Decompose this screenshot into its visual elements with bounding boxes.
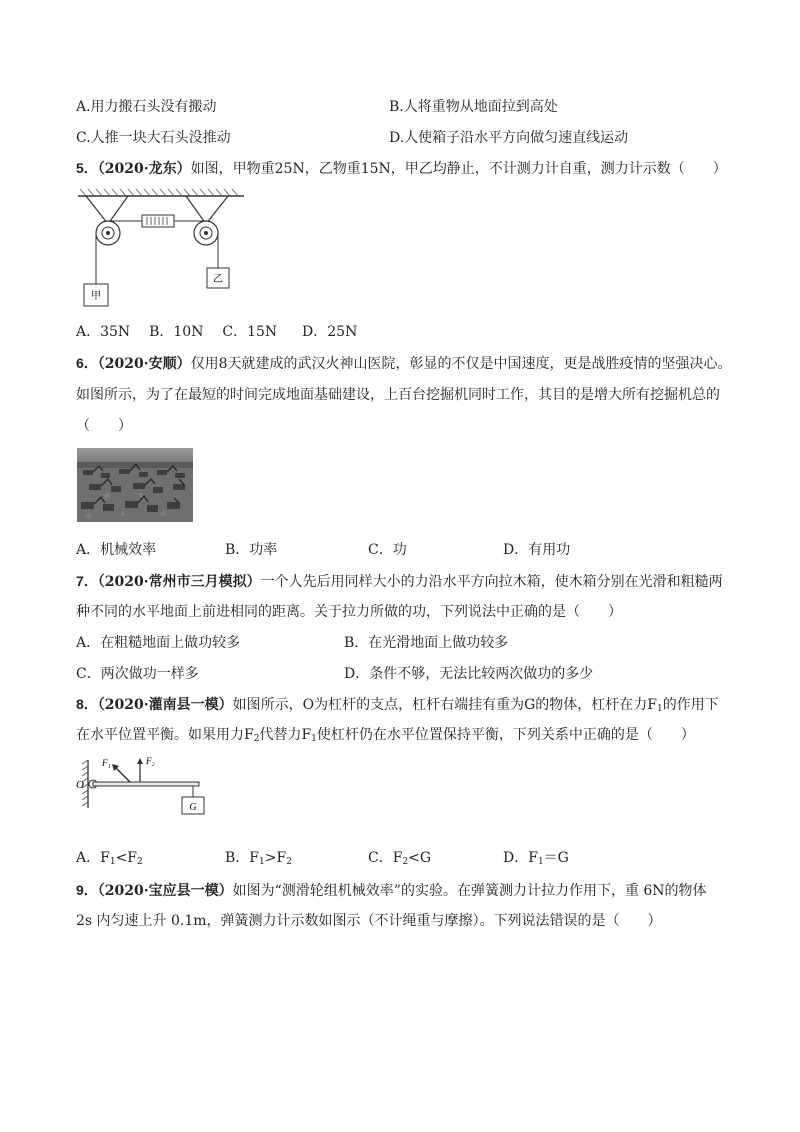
q4-option-a: A.用力搬石头没有搬动 [76, 99, 217, 115]
q7-option-d: D．条件不够，无法比较两次做功的多少 [344, 666, 594, 682]
q9-number: 9． [76, 882, 98, 898]
q8-text-2a: 在水平位置平衡。如果用力F [76, 727, 254, 743]
q5-text: 如图，甲物重25N，乙物重15N，甲乙均静止，不计测力计自重，测力计示数（ ） [190, 161, 727, 177]
q8-opt-c-1: C．F [368, 850, 403, 866]
q8-opt-b-2: >F [264, 850, 287, 866]
q7-number: 7． [76, 573, 98, 589]
q6-stem-line1 [76, 353, 732, 374]
label-yi: 乙 [213, 274, 223, 285]
q8-sub-2a: 2 [253, 734, 260, 744]
q7-option-a: A．在粗糙地面上做功较多 [76, 635, 241, 651]
q8-option-c [368, 848, 431, 872]
q8-opt-a-s2: 2 [137, 857, 143, 867]
label-jia: 甲 [91, 291, 101, 302]
q8-sub-2b: 1 [311, 734, 317, 744]
q7-option-b: B．在光滑地面上做功较多 [344, 635, 509, 651]
q5-number: 5． [76, 160, 98, 176]
q9-stem-line2: 2s 内匀速上升 0.1m，弹簧测力计示数如图示（不计绳重与摩擦）。下列说法错误的是（ ） [76, 913, 662, 929]
q6-option-d: D．有用功 [503, 542, 571, 558]
q5-stem [76, 158, 727, 179]
q8-option-d [503, 848, 569, 872]
q8-opt-a-2: <F [115, 850, 138, 866]
q6-excavators-photo [77, 448, 193, 522]
q7-text-1: 一个人先后用同样大小的力沿水平方向拉木箱，使木箱分别在光滑和粗糙两 [260, 574, 723, 590]
q5-option-a: A．35N [76, 324, 131, 340]
q6-stem-line3: （ ） [76, 418, 132, 434]
q8-opt-b-s2: 2 [286, 857, 292, 867]
q7-source: （2020·常州市三月模拟） [97, 574, 261, 590]
q8-opt-b-s1: 1 [259, 857, 265, 867]
q8-lever-figure [76, 752, 226, 818]
q5-options [76, 322, 357, 342]
q8-text-2b: 代替力F [259, 727, 312, 743]
q8-opt-c-2: <G [408, 850, 432, 866]
q9-text-1: 如图为“测滑轮组机械效率”的实验。在弹簧测力计拉力作用下，重 6N的物体 [232, 883, 707, 899]
q8-text-2c: 使杠杆仍在水平位置保持平衡，下列关系中正确的是（ ） [316, 727, 695, 743]
q6-number: 6． [76, 355, 98, 371]
q8-opt-b-1: B．F [225, 850, 260, 866]
q7-stem-line1 [76, 571, 723, 592]
q8-opt-c-s1: 2 [402, 857, 409, 867]
q6-stem-line2: 如图所示，为了在最短的时间完成地面基础建设，上百台挖掘机同时工作，其目的是增大所有挖掘机总的 [76, 387, 720, 403]
q8-sub-1: 1 [657, 704, 663, 714]
q8-opt-a-s1: 1 [109, 857, 116, 867]
label-o: O [76, 779, 84, 791]
q8-source: （2020·灌南县一模） [97, 697, 233, 713]
q9-stem-line1 [76, 880, 707, 901]
q8-option-a [76, 848, 143, 872]
q5-pulley-figure [76, 188, 246, 310]
q5-option-b: B．10N [149, 324, 204, 340]
q7-stem-line2: 种不同的水平地面上前进相同的距离。关于拉力所做的功，下列说法中正确的是（ ） [76, 604, 622, 620]
q5-option-d: D．25N [302, 324, 358, 340]
q6-option-b: B．功率 [225, 542, 278, 558]
q8-opt-a-1: A．F [76, 850, 110, 866]
q8-opt-d-1: D．F [503, 850, 538, 866]
q6-source: （2020·安顺） [97, 356, 191, 372]
q5-source: （2020·龙东） [97, 161, 191, 177]
q8-option-b [225, 848, 292, 872]
q7-option-c: C．两次做功一样多 [76, 666, 199, 682]
q6-text-1: 仅用8天就建成的武汉火神山医院，彰显的不仅是中国速度，更是战胜疫情的坚强决心。 [190, 356, 732, 372]
q8-number: 8． [76, 696, 98, 712]
q8-opt-d-s1: 1 [537, 857, 544, 867]
q6-option-c: C．功 [368, 542, 407, 558]
q6-option-a: A．机械效率 [76, 542, 157, 558]
q8-text-1b: 的作用下 [662, 697, 719, 713]
q4-option-b: B.人将重物从地面拉到高处 [389, 99, 558, 115]
label-g: G [189, 802, 197, 813]
label-f2: F₂ [146, 756, 155, 766]
q4-option-d: D.人使箱子沿水平方向做匀速直线运动 [389, 130, 629, 146]
q8-stem-line2 [76, 725, 695, 749]
q8-stem-line1 [76, 694, 719, 719]
label-f1: F₁ [102, 758, 111, 768]
q4-option-c: C.人推一块大石头没推动 [76, 130, 231, 146]
q8-text-1a: 如图所示，O为杠杆的支点，杠杆右端挂有重为G的物体，杠杆在力F [232, 697, 658, 713]
q5-option-c: C．15N [222, 324, 278, 340]
q8-opt-d-2: ＝G [543, 850, 569, 866]
lever-bar [93, 782, 199, 786]
q9-source: （2020·宝应县一模） [97, 883, 233, 899]
